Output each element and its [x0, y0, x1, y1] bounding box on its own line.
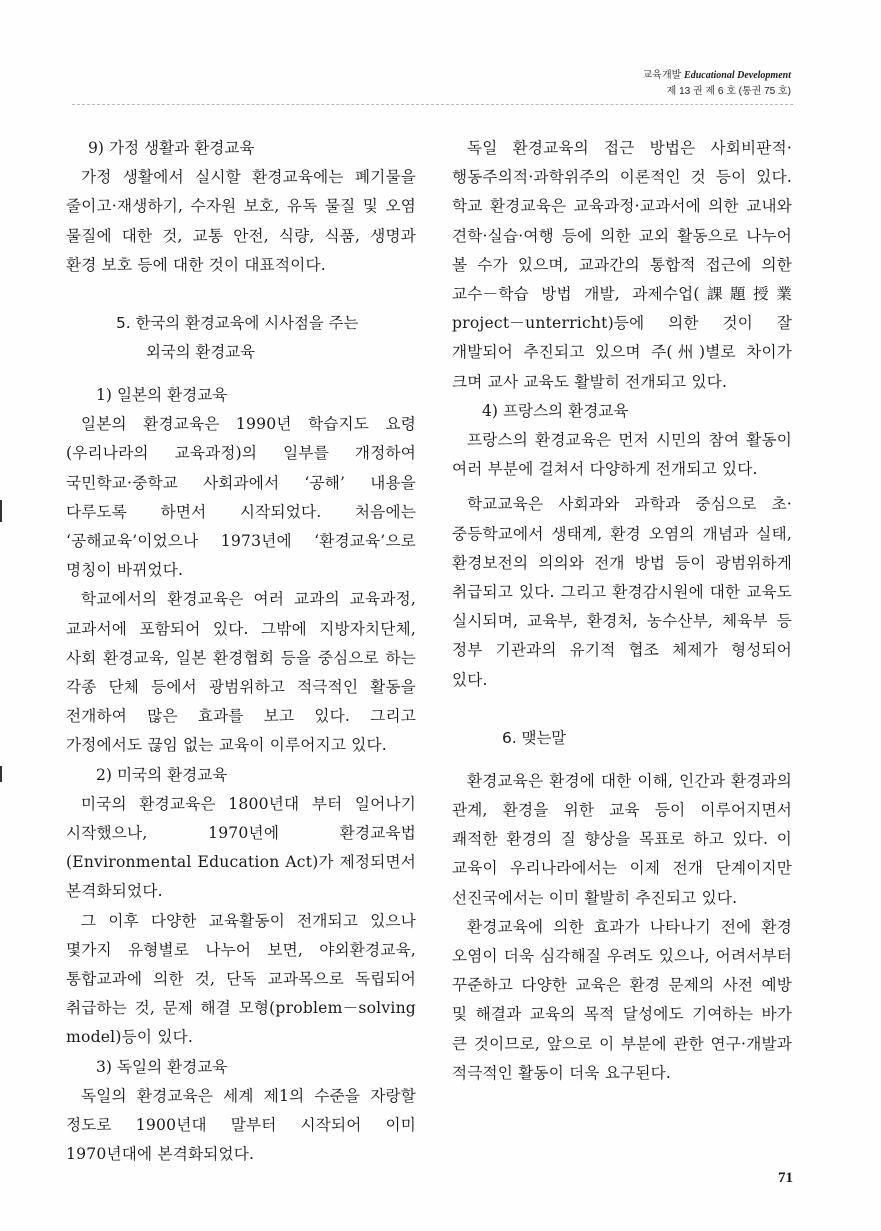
paragraph: 독일 환경교육의 접근 방법은 사회비판적·행동주의적·과학위주의 이론적인 것 등이 있다. 학교 환경교육은 교육과정·교과서에 의한 교내와 견학·실습·여행 등에 의한 교외 활동으로 나누어 볼 수가 있으며, 교과간의 통합적 접근에 의한 교수－학습 방법 개발, 과제수업(課題授業 project－unterricht)등에 의한 것이 잘 개발되어 추진되고 있으며 주(州)별로 차이가 크며 교사 교육도 활발히 전개되고 있다. — [452, 139, 792, 391]
page-number: 71 — [778, 1170, 793, 1186]
section-5-heading-line1: 5. 한국의 환경교육에 시사점을 주는 — [116, 314, 359, 333]
running-header — [643, 68, 791, 100]
subsection-japan-heading: 1) 일본의 환경교육 — [96, 386, 228, 405]
subsection-france-heading: 4) 프랑스의 환경교육 — [482, 401, 629, 420]
paragraph: 프랑스의 환경교육은 먼저 시민의 참여 활동이 여러 부분에 걸쳐서 다양하게 전개되고 있다. — [452, 431, 792, 479]
paragraph: 가정 생활에서 실시할 환경교육에는 폐기물을 줄이고·재생하기, 수자원 보호, 유독 물질 및 오염 물질에 대한 것, 교통 안전, 식량, 식품, 생명과 환경 보호 등에 대한 것이 대표적이다. — [66, 168, 416, 274]
paragraph: 독일의 환경교육은 세계 제1의 수준을 자랑할 정도로 1900년대 말부터 시작되어 이미 1970년대에 본격화되었다. — [66, 1086, 416, 1164]
section-5-heading-line2: 외국의 환경교육 — [146, 343, 255, 362]
paragraph: 환경교육은 환경에 대한 이해, 인간과 환경과의 관계, 환경을 위한 교육 등이 이루어지면서 쾌적한 환경의 질 향상을 목표로 하고 있다. 이 교육이 우리나라에서는 이제 전개 단계이지만 선진국에서는 이미 활발히 추진되고 있다. — [452, 771, 792, 907]
paragraph: 학교에서의 환경교육은 여러 교과의 교육과정, 교과서에 포함되어 있다. 그밖에 지방자치단체, 사회 환경교육, 일본 환경협회 등을 중심으로 하는 각종 단체 등에서 광범위하고 적극적인 활동을 전개하여 많은 효과를 보고 있다. 그리고 가정에서도 끊임 없는 교육이 이루어지고 있다. — [66, 590, 416, 755]
issue-info: 제 13 권 제 6 호 (통권 75 호) — [666, 86, 791, 97]
paragraph: 일본의 환경교육은 1990년 학습지도 요령(우리나라의 교육과정)의 일부를 개정하여 국민학교·중학교 사회과에서 ‘공해’ 내용을 다루도록 하면서 시작되었다. 처음에는 ‘공해교육’이었으나 1973년에 ‘환경교육’으로 명칭이 바뀌었다. — [66, 415, 416, 580]
journal-title-en: Educational Development — [684, 70, 791, 81]
scan-margin-mark — [0, 766, 2, 782]
paragraph: 그 이후 다양한 교육활동이 전개되고 있으나 몇가지 유형별로 나누어 보면, 야외환경교육, 통합교과에 의한 것, 단독 교과목으로 독립되어 취급하는 것, 문제 해결 모형(problem－solving model)등이 있다. — [66, 911, 416, 1047]
journal-title-ko: 교육개발 — [642, 70, 682, 81]
paragraph: 미국의 환경교육은 1800년대 부터 일어나기 시작했으나, 1970년에 환경교육법(Environmental Education Act)가 제정되면서 본격화되었다. — [66, 794, 416, 901]
section-5-heading — [66, 309, 416, 367]
paragraph: 환경교육에 의한 효과가 나타나기 전에 환경 오염이 더욱 심각해질 우려도 있으나, 어려서부터 꾸준하고 다양한 교육은 환경 문제의 사전 예방 및 해결과 교육의 목적 달성에도 기여하는 바가 큰 것이므로, 앞으로 이 부분에 관한 연구·개발과 적극적인 활동이 더욱 요구된다. — [452, 917, 792, 1082]
right-column — [452, 134, 792, 1088]
paragraph: 학교교육은 사회과와 과학과 중심으로 초·중등학교에서 생태계, 환경 오염의 개념과 실태, 환경보전의 의의와 전개 방법 등이 광범위하게 취급되고 있다. 그리고 환경감시원에 대한 교육도 실시되며, 교육부, 환경처, 농수산부, 체육부 등 정부 기관과의 유기적 협조 체제가 형성되어 있다. — [452, 495, 792, 689]
section-6-heading: 6. 맺는말 — [502, 728, 567, 747]
section-9-heading: 9) 가정 생활과 환경교육 — [88, 139, 255, 157]
left-column — [66, 134, 416, 1170]
subsection-usa-heading: 2) 미국의 환경교육 — [96, 765, 228, 784]
scan-margin-mark — [0, 500, 2, 522]
header-divider — [72, 104, 793, 105]
subsection-germany-heading: 3) 독일의 환경교육 — [96, 1057, 228, 1076]
journal-title — [643, 68, 791, 84]
